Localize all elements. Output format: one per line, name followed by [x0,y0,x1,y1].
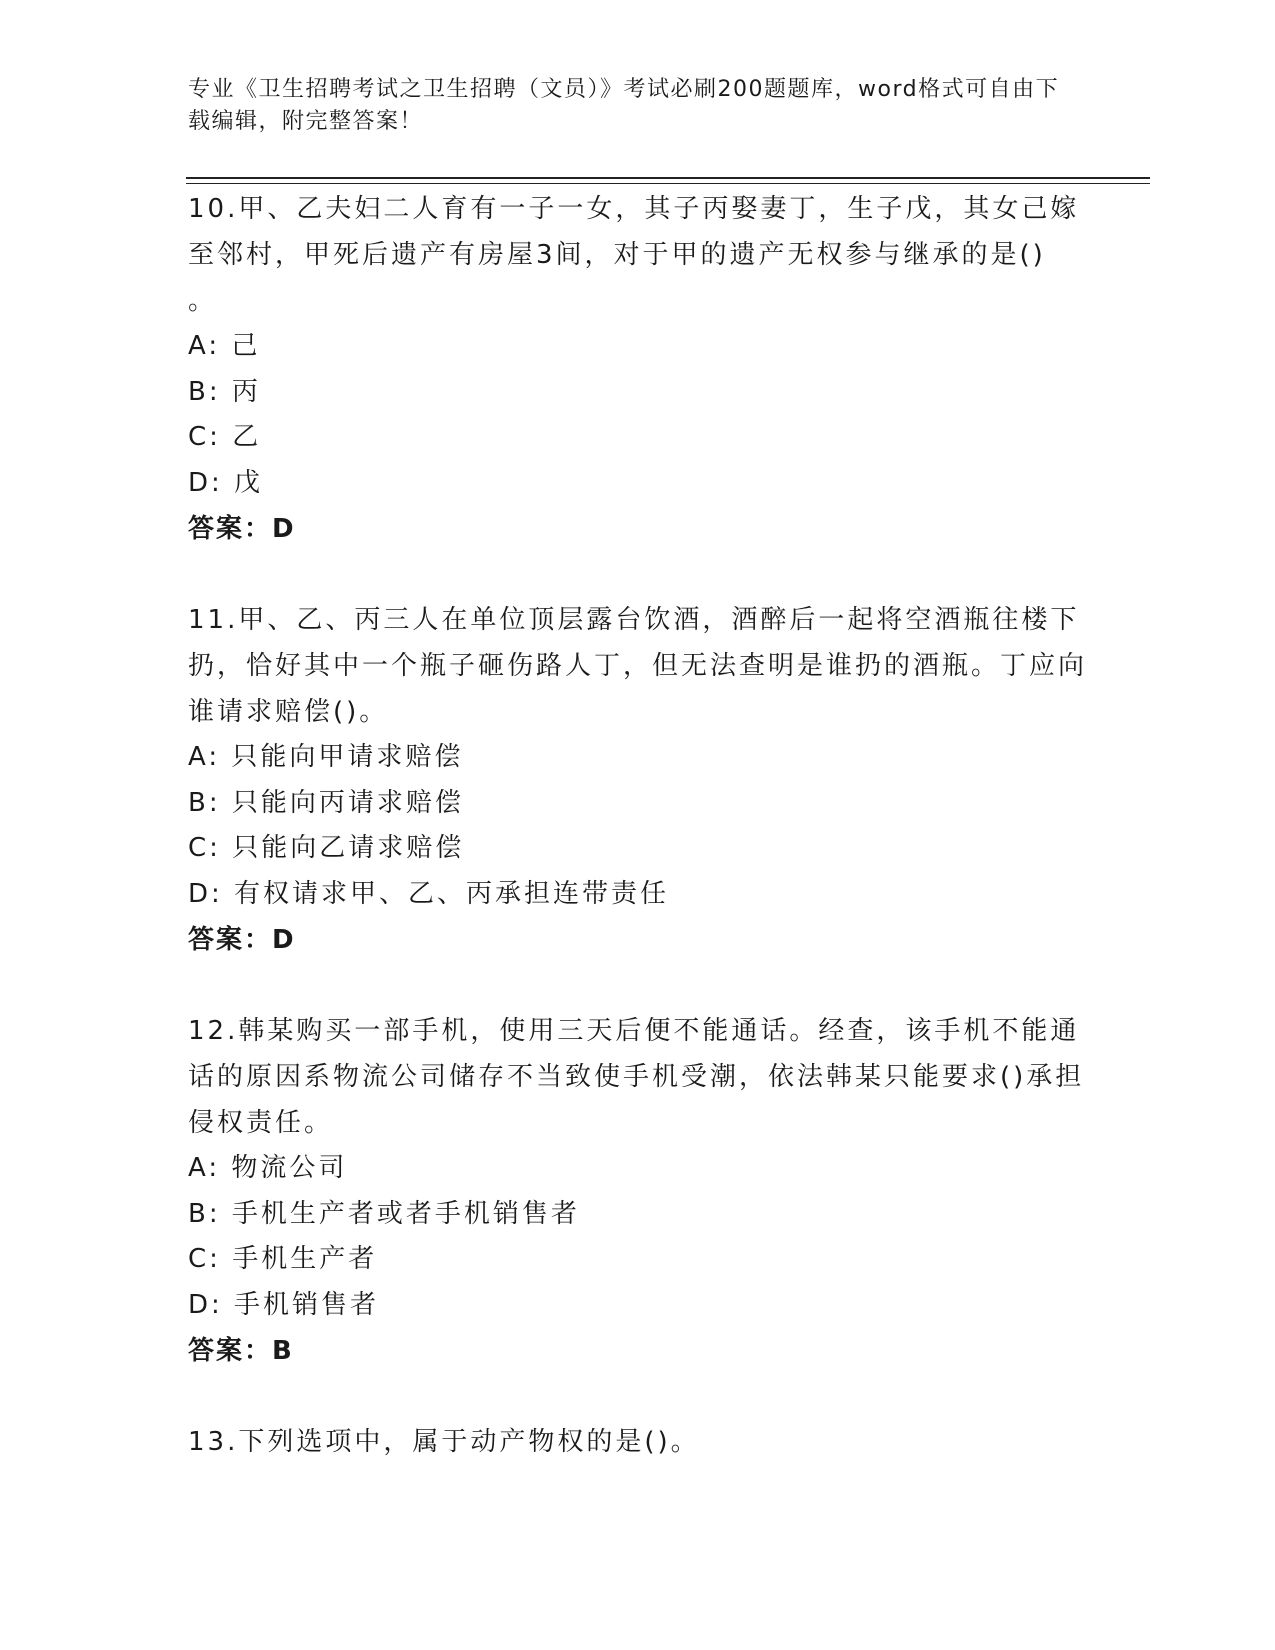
question-text: 12.韩某购买一部手机，使用三天后便不能通话。经查，该手机不能通话的原因系物流公司储存不当致使手机受潮，依法韩某只能要求()承担侵权责任。 [188,1016,1085,1138]
option-c [188,1237,1088,1283]
option-text: 只能向乙请求赔偿 [232,833,465,863]
option-text: 丙 [231,376,261,407]
option-c [188,415,1088,461]
question-11 [188,597,1088,963]
spacer [188,1374,1088,1419]
option-text: 乙 [232,422,262,452]
option-label: A: [188,331,221,361]
option-c [188,826,1088,872]
option-label: D: [188,467,223,498]
option-label: A: [188,1153,221,1183]
option-text: 戊 [234,467,264,498]
option-a [188,1146,1088,1192]
option-text: 只能向甲请求赔偿 [231,742,464,772]
option-text: 只能向丙请求赔偿 [231,787,464,818]
question-13 [188,1419,1088,1465]
question-list [188,186,1088,1465]
header-divider-thin [186,183,1150,184]
option-b [188,370,1088,416]
option-text: 手机生产者 [232,1244,378,1274]
option-a [188,735,1088,781]
option-a [188,324,1088,370]
answer: 答案：D [188,514,296,544]
header-title: 专业《卫生招聘考试之卫生招聘（文员）》考试必刷200题题库，word格式可自由下载编辑，附完整答案！ [188,77,1060,134]
spacer [188,963,1088,1008]
option-text: 己 [231,331,261,361]
question-text: 13.下列选项中，属于动产物权的是()。 [188,1427,700,1457]
question-text-tail: 。 [188,286,218,316]
option-text: 手机销售者 [234,1289,380,1320]
option-label: D: [188,878,223,909]
document-header [188,74,1068,138]
question-12 [188,1008,1088,1374]
option-b [188,781,1088,827]
option-d [188,872,1088,918]
question-text: 10.甲、乙夫妇二人育有一子一女，其子丙娶妻丁，生子戊，其女己嫁至邻村，甲死后遗产有房屋3间，对于甲的遗产无权参与继承的是() [188,194,1080,270]
option-label: C: [188,1244,221,1274]
option-text: 物流公司 [231,1153,348,1183]
option-label: A: [188,742,221,772]
answer: 答案：D [188,925,296,955]
option-d [188,461,1088,507]
option-d [188,1283,1088,1329]
option-label: B: [188,376,221,407]
spacer [188,552,1088,597]
option-b [188,1192,1088,1238]
option-text: 有权请求甲、乙、丙承担连带责任 [234,878,670,909]
option-text: 手机生产者或者手机销售者 [231,1198,580,1229]
answer: 答案：B [188,1336,294,1366]
question-10 [188,186,1088,552]
option-label: C: [188,833,221,863]
option-label: D: [188,1289,223,1320]
header-divider-thick [186,177,1150,179]
question-text: 11.甲、乙、丙三人在单位顶层露台饮酒，酒醉后一起将空酒瓶往楼下扔，恰好其中一个瓶子砸伤路人丁，但无法查明是谁扔的酒瓶。丁应向谁请求赔偿()。 [188,605,1088,727]
option-label: B: [188,1198,221,1229]
option-label: B: [188,787,221,818]
option-label: C: [188,422,221,452]
